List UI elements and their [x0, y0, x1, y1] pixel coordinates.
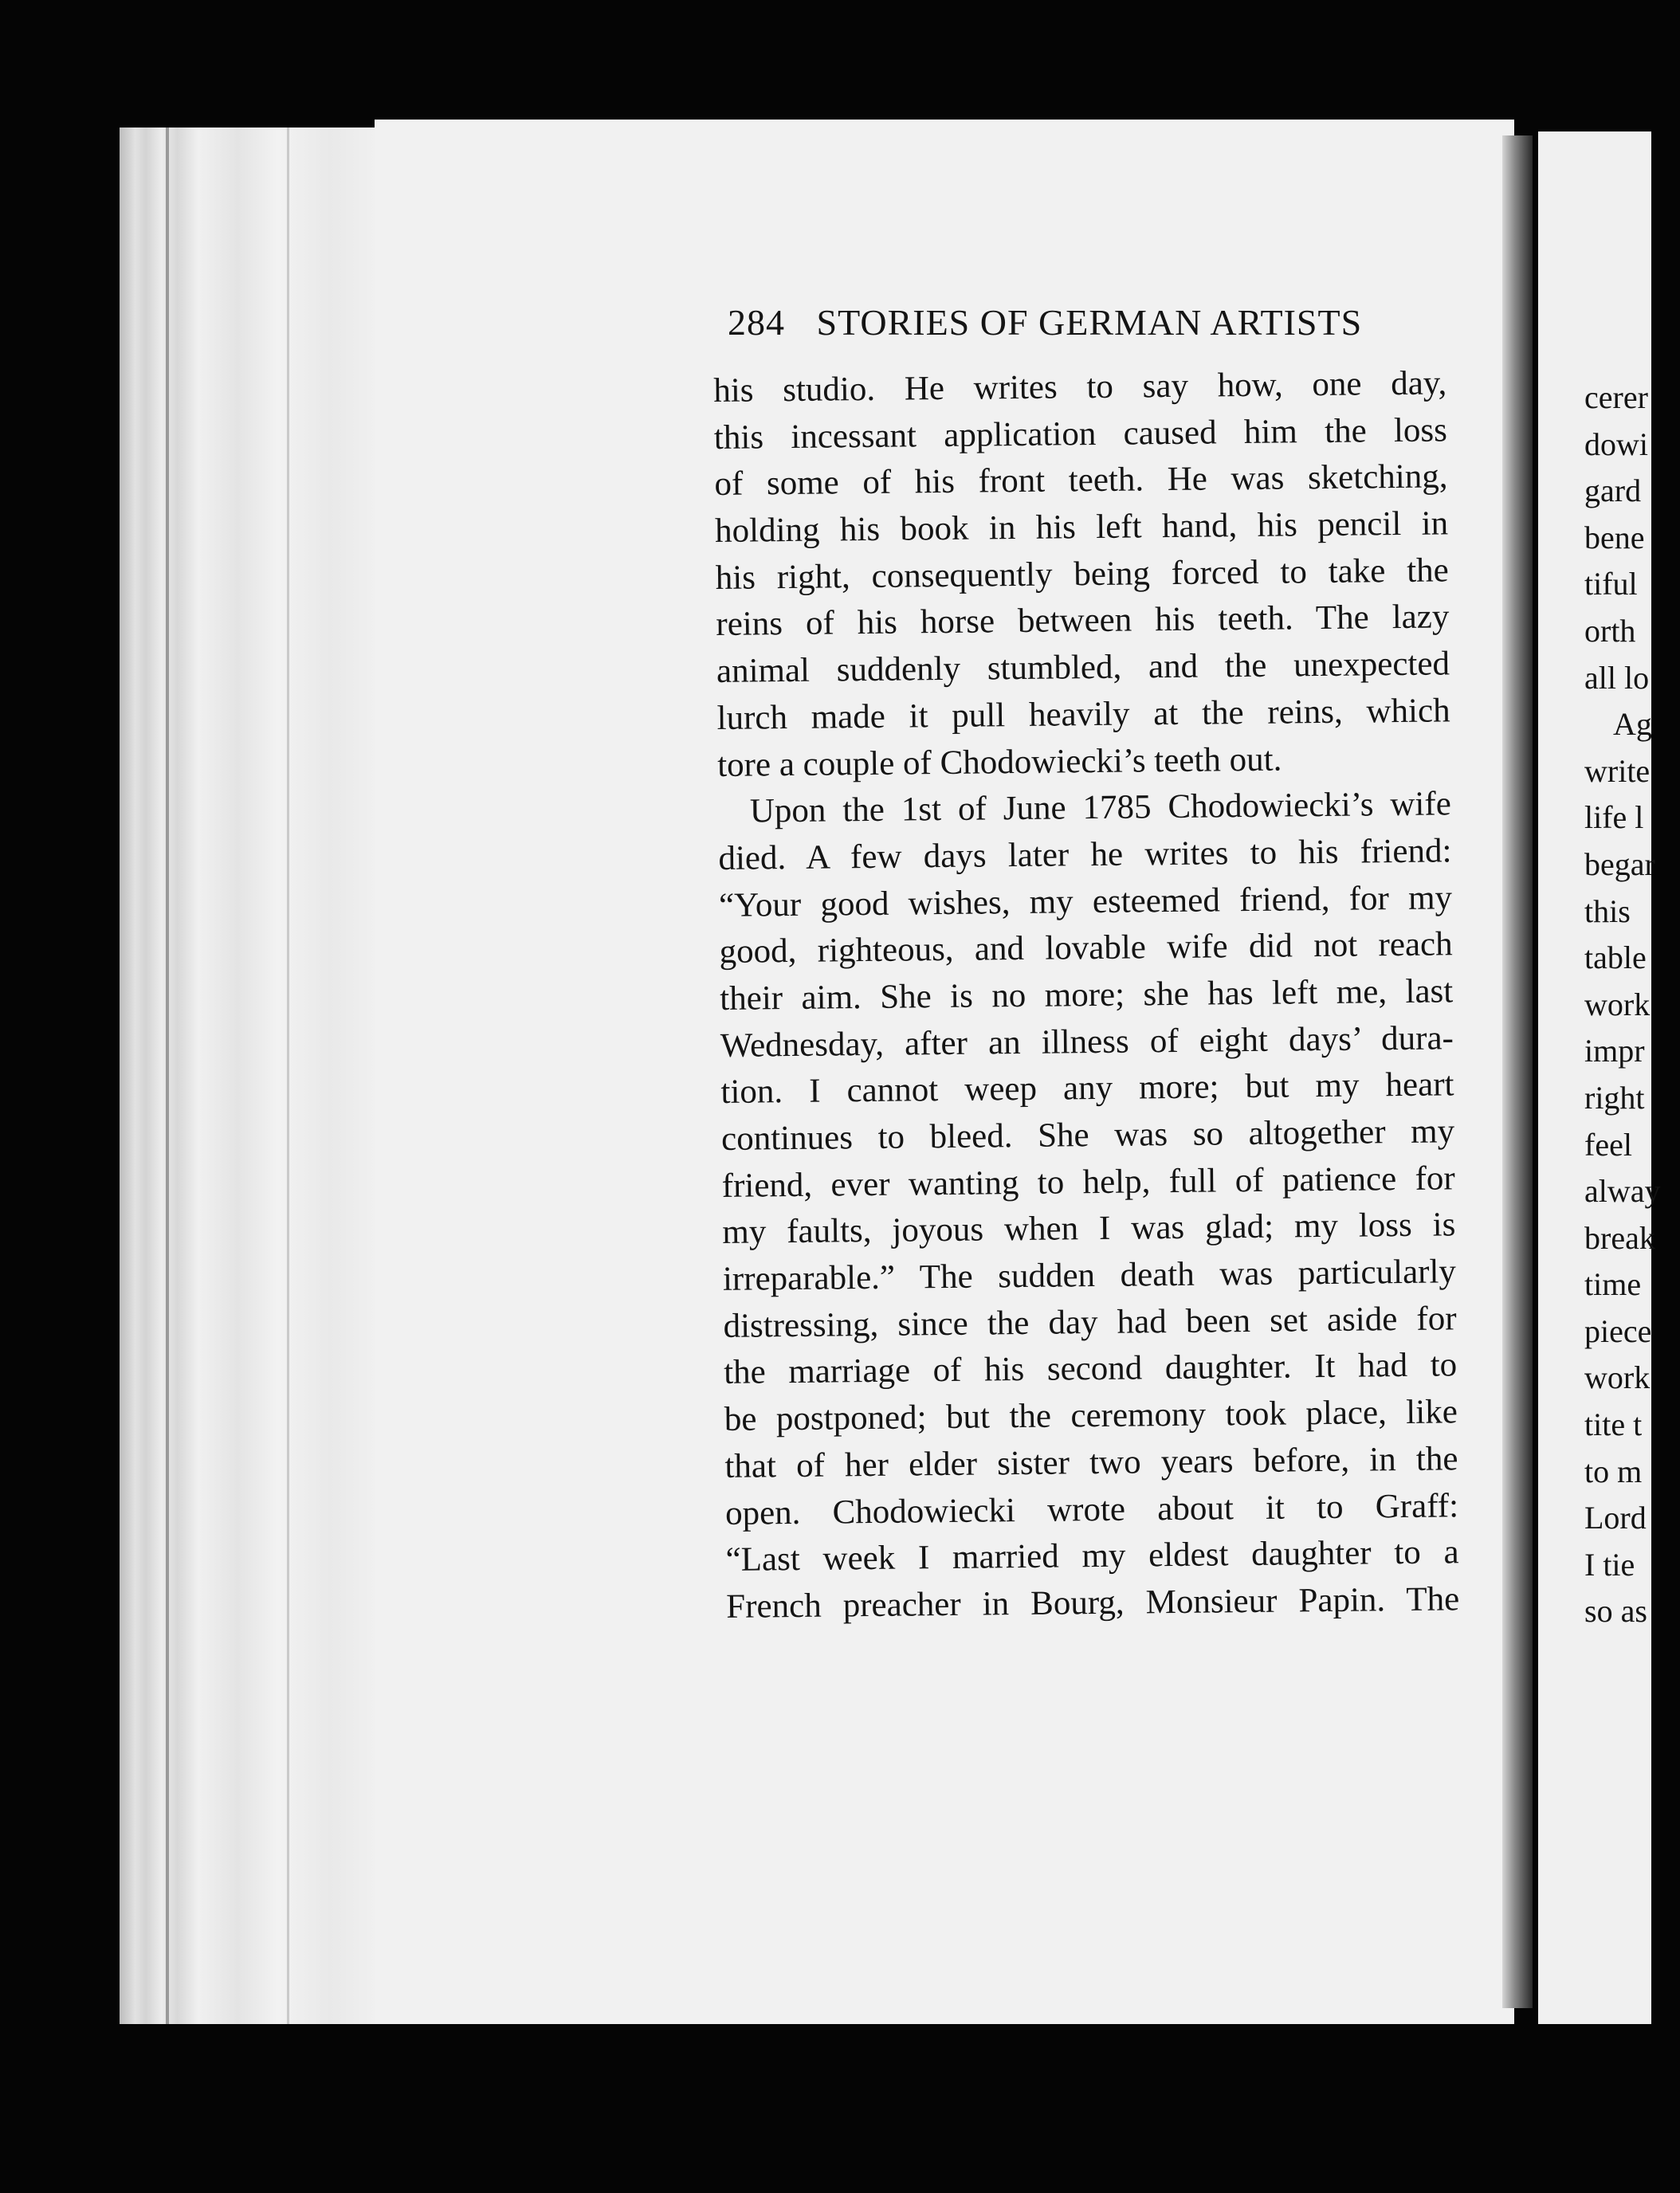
text-line: his studio. He writes to say how, one day, — [713, 364, 1447, 410]
text-line: work — [1584, 1359, 1651, 1396]
text-line: cerer — [1584, 379, 1648, 415]
running-title: STORIES OF GERMAN ARTISTS — [816, 302, 1363, 343]
text-line: my faults, joyous when I was glad; my loss is — [722, 1206, 1456, 1252]
text-line: bene — [1584, 519, 1645, 555]
text-line: tore a couple of Chodowiecki’s teeth out. — [716, 740, 1282, 784]
text-line: be postponed; but the ceremony took place, like — [724, 1393, 1458, 1439]
text-line: time — [1584, 1266, 1642, 1303]
text-line: died. A few days later he writes to his friend: — [718, 832, 1452, 877]
page-edges — [120, 128, 383, 2024]
text-line: work — [1584, 986, 1651, 1022]
running-head — [728, 301, 1421, 349]
text-line: of some of his front teeth. He was sketching, — [714, 457, 1448, 504]
text-line: feel — [1584, 1126, 1632, 1163]
body-text — [713, 360, 1460, 1630]
text-line: orth — [1584, 612, 1636, 649]
text-line: write — [1584, 752, 1651, 789]
text-line: table — [1584, 940, 1647, 976]
text-line: tion. I cannot weep any more; but my heart — [720, 1065, 1454, 1112]
text-line: alway — [1584, 1173, 1661, 1210]
right-page-text — [1584, 375, 1680, 1635]
text-line: distressing, since the day had been set aside for — [723, 1300, 1457, 1345]
text-line: Upon the 1st of June 1785 Chodowiecki’s wife — [749, 785, 1452, 830]
text-line: gard — [1584, 473, 1642, 509]
text-line: friend, ever wanting to help, full of patience for — [721, 1159, 1455, 1205]
text-line: good, righteous, and lovable wife did not reach — [719, 925, 1453, 971]
text-line: begar — [1584, 845, 1655, 882]
text-line: Wednesday, after an illness of eight days’ dura- — [720, 1018, 1454, 1065]
text-line: “Last week I married my eldest daughter to a — [725, 1533, 1459, 1579]
text-line: I tie — [1584, 1546, 1635, 1583]
text-line: life l — [1584, 799, 1644, 836]
text-line: holding his book in his left hand, his pencil in — [714, 504, 1449, 551]
text-line: lurch made it pull heavily at the reins, which — [716, 692, 1450, 737]
page-number: 284 — [728, 302, 785, 343]
text-line: Lord — [1584, 1500, 1647, 1536]
text-line: French preacher in Bourg, Monsieur Papin. The — [726, 1580, 1460, 1626]
text-line: that of her elder sister two years before, in the — [724, 1440, 1458, 1485]
text-line: to m — [1584, 1453, 1643, 1489]
text-line: dowi — [1584, 426, 1648, 462]
text-line: his right, consequently being forced to take the — [715, 551, 1449, 597]
text-line: “Your good wishes, my esteemed friend, for my — [718, 878, 1453, 924]
book-gutter — [1502, 135, 1533, 2008]
text-line: tite t — [1584, 1406, 1643, 1443]
text-line: the marriage of his second daughter. It had to — [723, 1346, 1458, 1392]
text-line: tiful — [1584, 566, 1638, 602]
text-line: irreparable.” The sudden death was particularly — [722, 1253, 1457, 1298]
text-line: so as — [1584, 1593, 1647, 1630]
text-line: open. Chodowiecki wrote about it to Graff: — [724, 1486, 1459, 1532]
text-line: continues to bleed. She was so altogether my — [720, 1112, 1455, 1158]
text-line: impr — [1584, 1033, 1645, 1069]
text-line: animal suddenly stumbled, and the unexpected — [716, 645, 1450, 691]
text-line: this — [1584, 892, 1631, 929]
text-line: right — [1584, 1079, 1645, 1116]
text-line: their aim. She is no more; she has left me, last — [720, 972, 1454, 1018]
text-line: reins of his horse between his teeth. The lazy — [716, 598, 1450, 644]
text-line: piece — [1584, 1312, 1652, 1349]
text-line: this incessant application caused him the loss — [713, 411, 1448, 457]
text-line: Ag — [1613, 706, 1652, 743]
right-page-text-clip — [1538, 131, 1661, 2024]
text-line: all lo — [1584, 659, 1650, 696]
text-line: break — [1584, 1219, 1655, 1256]
